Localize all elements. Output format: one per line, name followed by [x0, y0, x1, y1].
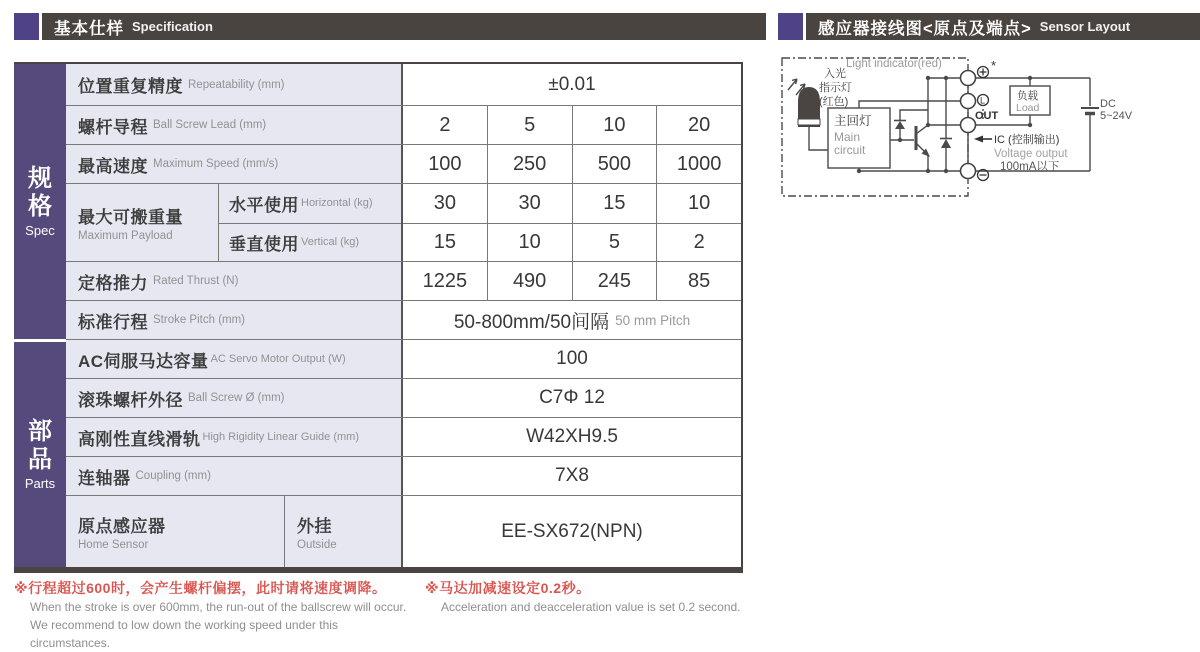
sub-row-label — [218, 184, 401, 223]
cell-value: 30 — [433, 191, 456, 214]
mount-label-zh: 外挂 — [297, 517, 332, 536]
led-band — [798, 119, 820, 125]
stroke-footnote — [14, 578, 414, 652]
table-side-column — [14, 64, 66, 567]
cell-value: 250 — [487, 145, 572, 183]
row-label-zh: 标准行程 — [78, 312, 148, 332]
left-arrow-icon — [974, 136, 983, 143]
row-label-en: Maximum Payload — [78, 230, 173, 242]
footnote-en-line: We recommend to low down the working speed under this circumstances. — [30, 618, 338, 650]
cell-value: 1000 — [656, 145, 741, 183]
specification-table — [14, 62, 743, 573]
row-value: EE-SX672(NPN) — [401, 496, 741, 567]
row-label-zh: 滚珠螺杆外径 — [78, 390, 183, 410]
cell-value: 245 — [572, 262, 657, 300]
main-circuit-en-line2: circuit — [834, 143, 866, 157]
sub-label-en: Vertical (kg) — [301, 236, 360, 249]
sub-label-zh: 水平使用 — [229, 195, 299, 215]
row-label-en: Stroke Pitch (mm) — [153, 314, 246, 326]
section-label-spec-en: Spec — [25, 223, 55, 239]
zener-diode-icon — [895, 121, 905, 129]
row-label-en: Coupling (mm) — [135, 470, 211, 482]
section-label-parts-zh: 部品 — [28, 417, 52, 473]
table-row — [66, 144, 741, 183]
table-row — [66, 339, 741, 378]
terminal-out — [961, 118, 976, 133]
row-label-en: High Rigidity Linear Guide (mm) — [202, 431, 359, 443]
table-row — [66, 300, 741, 339]
terminal-plus — [961, 71, 976, 86]
row-label-zh: 最高速度 — [78, 156, 148, 176]
row-label-zh: 定格推力 — [78, 273, 148, 293]
footnote-zh: ※马达加减速设定0.2秒。 — [425, 580, 591, 596]
table-row — [66, 378, 741, 417]
section-label-spec — [14, 64, 66, 339]
footnote-en: Acceleration and deacceleration value is set 0.2 second. — [441, 600, 741, 614]
row-label-en: Maximum Speed (mm/s) — [153, 158, 279, 170]
cell-value: 490 — [487, 262, 572, 300]
sensor-diagram-svg — [778, 50, 1198, 210]
cell-value: 10 — [487, 224, 572, 262]
sensor-header-title-zh: 感应器接线图<原点及端点> — [818, 19, 1032, 38]
cell-value: 1225 — [422, 269, 468, 292]
table-row-payload — [66, 183, 741, 261]
row-label-en: Home Sensor — [78, 539, 149, 551]
plus-terminal-asterisk: * — [991, 58, 997, 73]
acceleration-footnote — [425, 578, 785, 616]
cell-value: 85 — [656, 262, 741, 300]
terminal-minus — [961, 164, 976, 179]
header-bar — [806, 13, 1200, 40]
row-label-zh: 原点感应器 — [78, 517, 166, 536]
cell-value: 5 — [487, 106, 572, 144]
row-value: C7Φ 12 — [401, 379, 741, 417]
indicator-terminal-wire — [859, 101, 960, 108]
main-circuit-en-line1: Main — [834, 130, 861, 144]
sensor-header-title-en: Sensor Layout — [1039, 19, 1131, 34]
zener-diode-icon — [941, 139, 951, 148]
footnote-zh: ※行程超过600时，会产生螺杆偏摆，此时请将速度调降。 — [14, 580, 387, 596]
cell-value: 10 — [572, 106, 657, 144]
l-terminal-letter: L — [980, 95, 986, 106]
mount-label-en: Outside — [297, 539, 337, 551]
spec-header-title-en: Specification — [132, 19, 213, 34]
plus-terminal-icon — [978, 67, 989, 78]
light-indicator-zh-line1: 入光 — [824, 68, 846, 80]
table-row — [66, 261, 741, 300]
footnote-en — [30, 598, 414, 652]
cell-value: 10 — [656, 184, 741, 223]
section-label-parts-en: Parts — [24, 476, 56, 492]
collector-lead — [916, 125, 928, 134]
table-row — [66, 105, 741, 144]
cell-value: 100 — [428, 152, 462, 175]
row-label-zh: 连轴器 — [78, 468, 131, 488]
dc-label: DC — [1100, 98, 1116, 110]
header-accent-square — [14, 13, 39, 40]
cell-value: 15 — [572, 184, 657, 223]
table-row-home-sensor — [66, 495, 741, 567]
voltage-output-label: Voltage output — [994, 148, 1068, 160]
table-rows — [66, 64, 741, 567]
load-en-label: Load — [1016, 102, 1040, 114]
row-label-zh: 位置重复精度 — [78, 77, 183, 96]
cell-value: 20 — [656, 106, 741, 144]
table-row — [66, 64, 741, 105]
row-label-zh: 高刚性直线滑轨 — [78, 429, 201, 449]
table-row — [66, 417, 741, 456]
main-circuit-zh-label: 主回灯 — [834, 114, 872, 128]
row-label-en: Ball Screw Ø (mm) — [188, 392, 285, 404]
led-wire — [809, 127, 828, 150]
spec-section-header — [14, 13, 766, 40]
cell-value: 2 — [656, 224, 741, 262]
row-label-zh: 螺杆导程 — [78, 117, 148, 137]
sub-label-zh: 垂直使用 — [229, 234, 299, 254]
row-value: 100 — [401, 340, 741, 378]
row-label-zh: 最大可搬重量 — [78, 208, 183, 227]
row-label-en: AC Servo Motor Output (W) — [210, 353, 346, 365]
light-indicator-en-label: Light indicator(red) — [846, 58, 942, 70]
row-value: 7X8 — [401, 457, 741, 495]
row-label-en: Repeatability (mm) — [188, 78, 285, 91]
section-label-spec-zh: 规格 — [28, 164, 52, 220]
sensor-wiring-diagram — [778, 50, 1198, 215]
terminal-indicator — [961, 94, 976, 109]
header-accent-square — [778, 13, 803, 40]
sub-label-en: Horizontal (kg) — [301, 197, 373, 210]
current-limit-label: 100mA以下 — [1000, 161, 1060, 173]
row-value: ±0.01 — [401, 64, 741, 105]
row-label-en: Rated Thrust (N) — [153, 275, 239, 287]
out-terminal-label: OUT — [975, 110, 999, 122]
spec-header-title-zh: 基本仕样 — [54, 19, 124, 38]
row-label-en: Ball Screw Lead (mm) — [153, 119, 267, 131]
cell-value: 500 — [572, 145, 657, 183]
footnote-en-line: When the stroke is over 600mm, the run-out of the ballscrew will occur. — [30, 600, 407, 614]
load-zh-label: 负载 — [1017, 90, 1038, 102]
table-row — [66, 456, 741, 495]
sensor-layout-header — [778, 13, 1200, 40]
cell-value: 2 — [439, 113, 451, 136]
row-value: 50-800mm/50间隔 — [453, 311, 610, 333]
row-value-note: 50 mm Pitch — [615, 312, 691, 328]
ic-output-label: IC (控制输出) — [994, 134, 1060, 146]
light-indicator-zh-line2: 指示灯 — [819, 82, 852, 94]
section-label-parts — [14, 339, 66, 567]
cell-value: 30 — [487, 184, 572, 223]
row-label-zh: AC伺服马达容量 — [78, 351, 209, 371]
cell-value: 5 — [572, 224, 657, 262]
dc-range-label: 5~24V — [1100, 110, 1133, 122]
row-value: W42XH9.5 — [401, 418, 741, 456]
light-indicator-zh-line3: (红色) — [819, 96, 849, 108]
sub-row-label — [218, 223, 401, 262]
zener1-top-link — [900, 110, 928, 121]
cell-value: 15 — [433, 230, 456, 253]
header-bar — [42, 13, 766, 40]
